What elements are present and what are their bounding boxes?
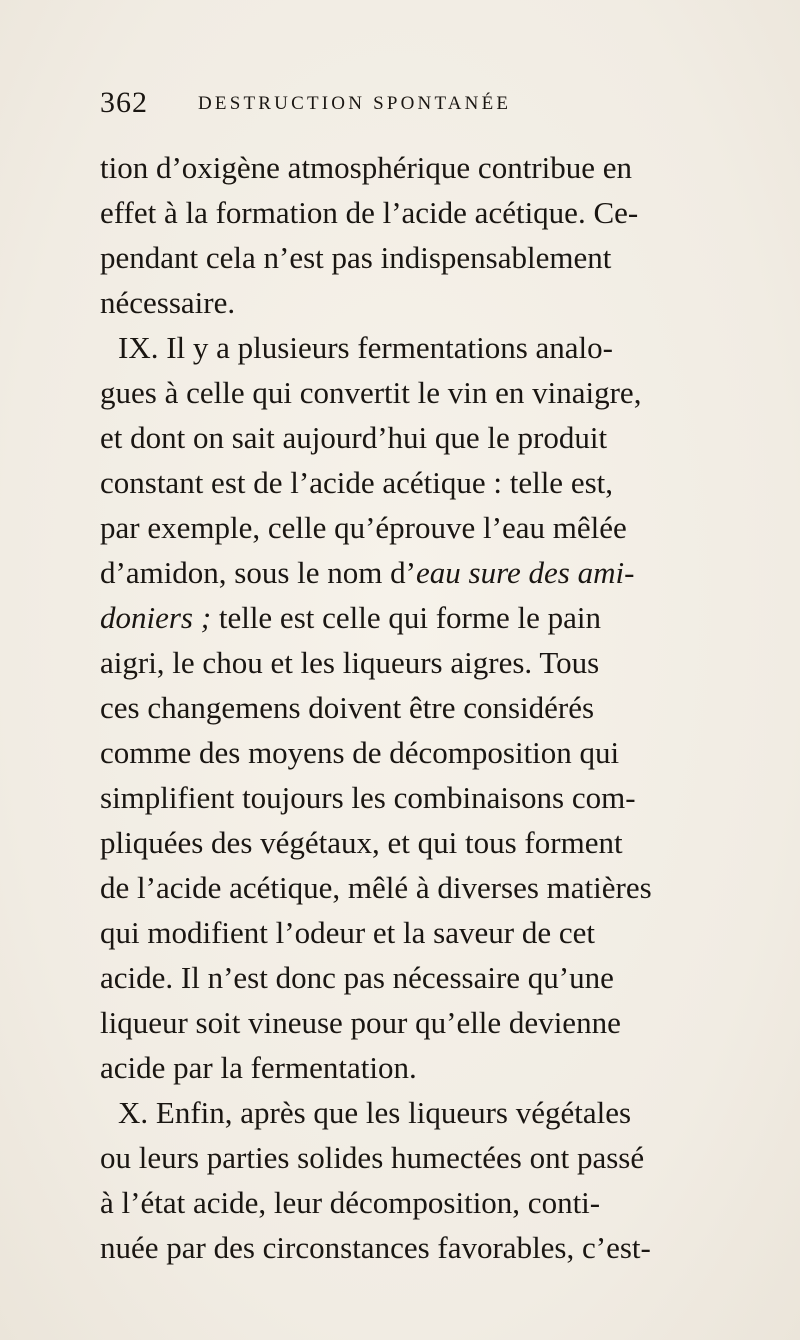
text-line-with-italic	[100, 553, 634, 593]
text-line: par exemple, celle qu’éprouve l’eau mêlée	[100, 510, 627, 545]
text-line: liqueur soit vineuse pour qu’elle devienne	[100, 1005, 621, 1040]
text-line: effet à la formation de l’acide acétique. Ce-	[100, 195, 639, 230]
page-header	[100, 86, 740, 126]
paragraph-start-line: IX. Il y a plusieurs fermentations analo-	[118, 330, 613, 365]
text-line: pendant cela n’est pas indispensablement	[100, 240, 612, 275]
text-line: et dont on sait aujourd’hui que le produit	[100, 420, 608, 455]
italic-term: eau sure des ami-	[416, 555, 635, 590]
text-line: tion d’oxigène atmosphérique contribue en	[100, 150, 633, 185]
text-line: ces changemens doivent être considérés	[100, 690, 595, 725]
text-line: de l’acide acétique, mêlé à diverses matières	[100, 870, 652, 905]
text-line: aigri, le chou et les liqueurs aigres. Tous	[100, 645, 600, 680]
paragraph-start-line: X. Enfin, après que les liqueurs végétales	[118, 1095, 632, 1130]
text-line: nuée par des circonstances favorables, c’est-	[100, 1230, 651, 1265]
page-number: 362	[100, 86, 148, 119]
text-line: nécessaire.	[100, 285, 236, 320]
text-run: d’amidon, sous le nom d’	[100, 555, 416, 590]
running-head: DESTRUCTION SPONTANÉE	[198, 93, 512, 114]
italic-term: doniers ;	[100, 600, 212, 635]
text-line: comme des moyens de décomposition qui	[100, 735, 620, 770]
text-line: acide par la fermentation.	[100, 1050, 417, 1085]
text-line-with-italic	[100, 598, 601, 638]
text-line: simplifient toujours les combinaisons com-	[100, 780, 636, 815]
text-line: gues à celle qui convertit le vin en vinaigre,	[100, 375, 642, 410]
text-line: acide. Il n’est donc pas nécessaire qu’une	[100, 960, 614, 995]
text-line: ou leurs parties solides humectées ont passé	[100, 1140, 645, 1175]
text-line: constant est de l’acide acétique : telle est,	[100, 465, 613, 500]
text-line: à l’état acide, leur décomposition, conti-	[100, 1185, 601, 1220]
text-line: pliquées des végétaux, et qui tous forment	[100, 825, 623, 860]
text-run: telle est celle qui forme le pain	[211, 600, 601, 635]
text-line: qui modifient l’odeur et la saveur de cet	[100, 915, 595, 950]
